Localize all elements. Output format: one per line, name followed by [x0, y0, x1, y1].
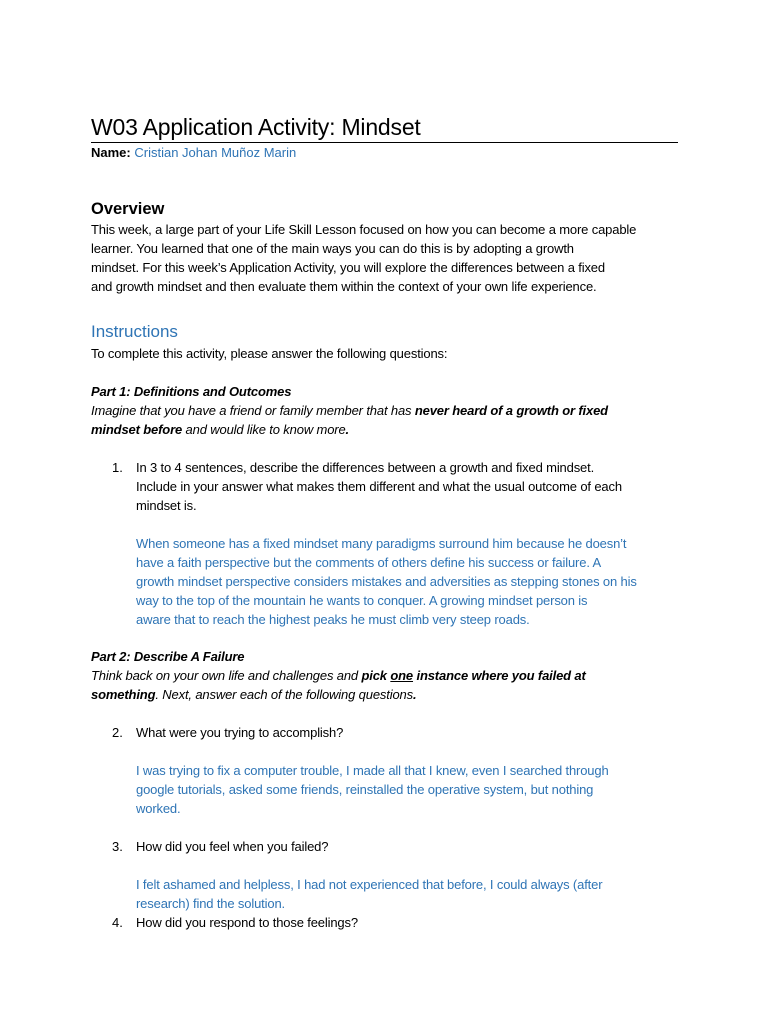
answer-1-line: aware that to reach the highest peaks he must climb very steep roads. — [136, 612, 530, 627]
question-3-text: How did you feel when you failed? — [136, 839, 329, 854]
question-1-line: mindset is. — [136, 498, 197, 513]
part2-heading: Part 2: Describe A Failure — [91, 649, 245, 664]
question-1-line: Include in your answer what makes them different and what the usual outcome of each — [136, 479, 622, 494]
question-2-number: 2. — [112, 725, 123, 740]
answer-2 — [136, 761, 686, 818]
answer-1-line: have a faith perspective but the comments of others define his success or failure. A — [136, 555, 602, 570]
answer-2-line: worked. — [136, 801, 181, 816]
part2-line2-b: . Next, answer each of the following questions — [155, 687, 413, 702]
overview-line: mindset. For this week’s Application Activity, you will explore the differences between a fixed — [91, 260, 605, 275]
overview-line: and growth mindset and then evaluate them within the context of your own life experience. — [91, 279, 597, 294]
name-line — [91, 144, 296, 162]
part1-line-1 — [91, 401, 681, 420]
answer-2-line: google tutorials, asked some friends, reinstalled the operative system, but nothing — [136, 782, 594, 797]
part1-line2-a: mindset before — [91, 422, 183, 437]
name-label: Name: — [91, 145, 131, 160]
part2-line1-c: one — [390, 668, 414, 683]
answer-1-line: When someone has a fixed mindset many paradigms surround him because he doesn’t — [136, 536, 627, 551]
part2-line1-a: Think back on your own life and challenges and — [91, 668, 362, 683]
answer-3 — [136, 875, 686, 913]
question-3-number: 3. — [112, 839, 123, 854]
part1-line1-b: never heard of a growth or fixed — [414, 403, 608, 418]
name-value: Cristian Johan Muñoz Marin — [134, 145, 297, 160]
question-1-number: 1. — [112, 460, 123, 475]
document-title: W03 Application Activity: Mindset — [91, 113, 678, 143]
part2-line2-a: something — [91, 687, 156, 702]
overview-heading: Overview — [91, 200, 165, 218]
part1-block — [91, 382, 681, 439]
question-4-number: 4. — [112, 915, 123, 930]
question-1-text — [136, 458, 686, 515]
answer-1-line: growth mindset perspective considers mistakes and adversities as stepping stones on his — [136, 574, 637, 589]
answer-3-line: research) find the solution. — [136, 896, 285, 911]
answer-1 — [136, 534, 686, 629]
part2-block — [91, 647, 681, 704]
answer-3-line: I felt ashamed and helpless, I had not experienced that before, I could always (after — [136, 877, 603, 892]
part2-line-2 — [91, 685, 681, 704]
part2-line1-b: pick — [361, 668, 391, 683]
question-2-text: What were you trying to accomplish? — [136, 725, 344, 740]
part1-line2-b: and would like to know more — [182, 422, 346, 437]
part2-line2-c: . — [412, 687, 417, 702]
part1-line2-c: . — [345, 422, 350, 437]
answer-1-line: way to the top of the mountain he wants to conquer. A growing mindset person is — [136, 593, 588, 608]
instructions-intro: To complete this activity, please answer the following questions: — [91, 346, 448, 361]
overview-line: This week, a large part of your Life Skill Lesson focused on how you can become a more capable — [91, 222, 637, 237]
instructions-heading: Instructions — [91, 322, 178, 341]
overview-line: learner. You learned that one of the main ways you can do this is by adopting a growth — [91, 241, 574, 256]
overview-paragraph — [91, 220, 681, 296]
part1-line-2 — [91, 420, 681, 439]
part1-line1-a: Imagine that you have a friend or family member that has — [91, 403, 415, 418]
part2-line1-d: instance where you failed at — [413, 668, 586, 683]
answer-2-line: I was trying to fix a computer trouble, I made all that I knew, even I searched through — [136, 763, 609, 778]
question-1-line: In 3 to 4 sentences, describe the differences between a growth and fixed mindset. — [136, 460, 595, 475]
part1-heading: Part 1: Definitions and Outcomes — [91, 384, 292, 399]
part2-line-1 — [91, 666, 681, 685]
question-4-text: How did you respond to those feelings? — [136, 915, 358, 930]
